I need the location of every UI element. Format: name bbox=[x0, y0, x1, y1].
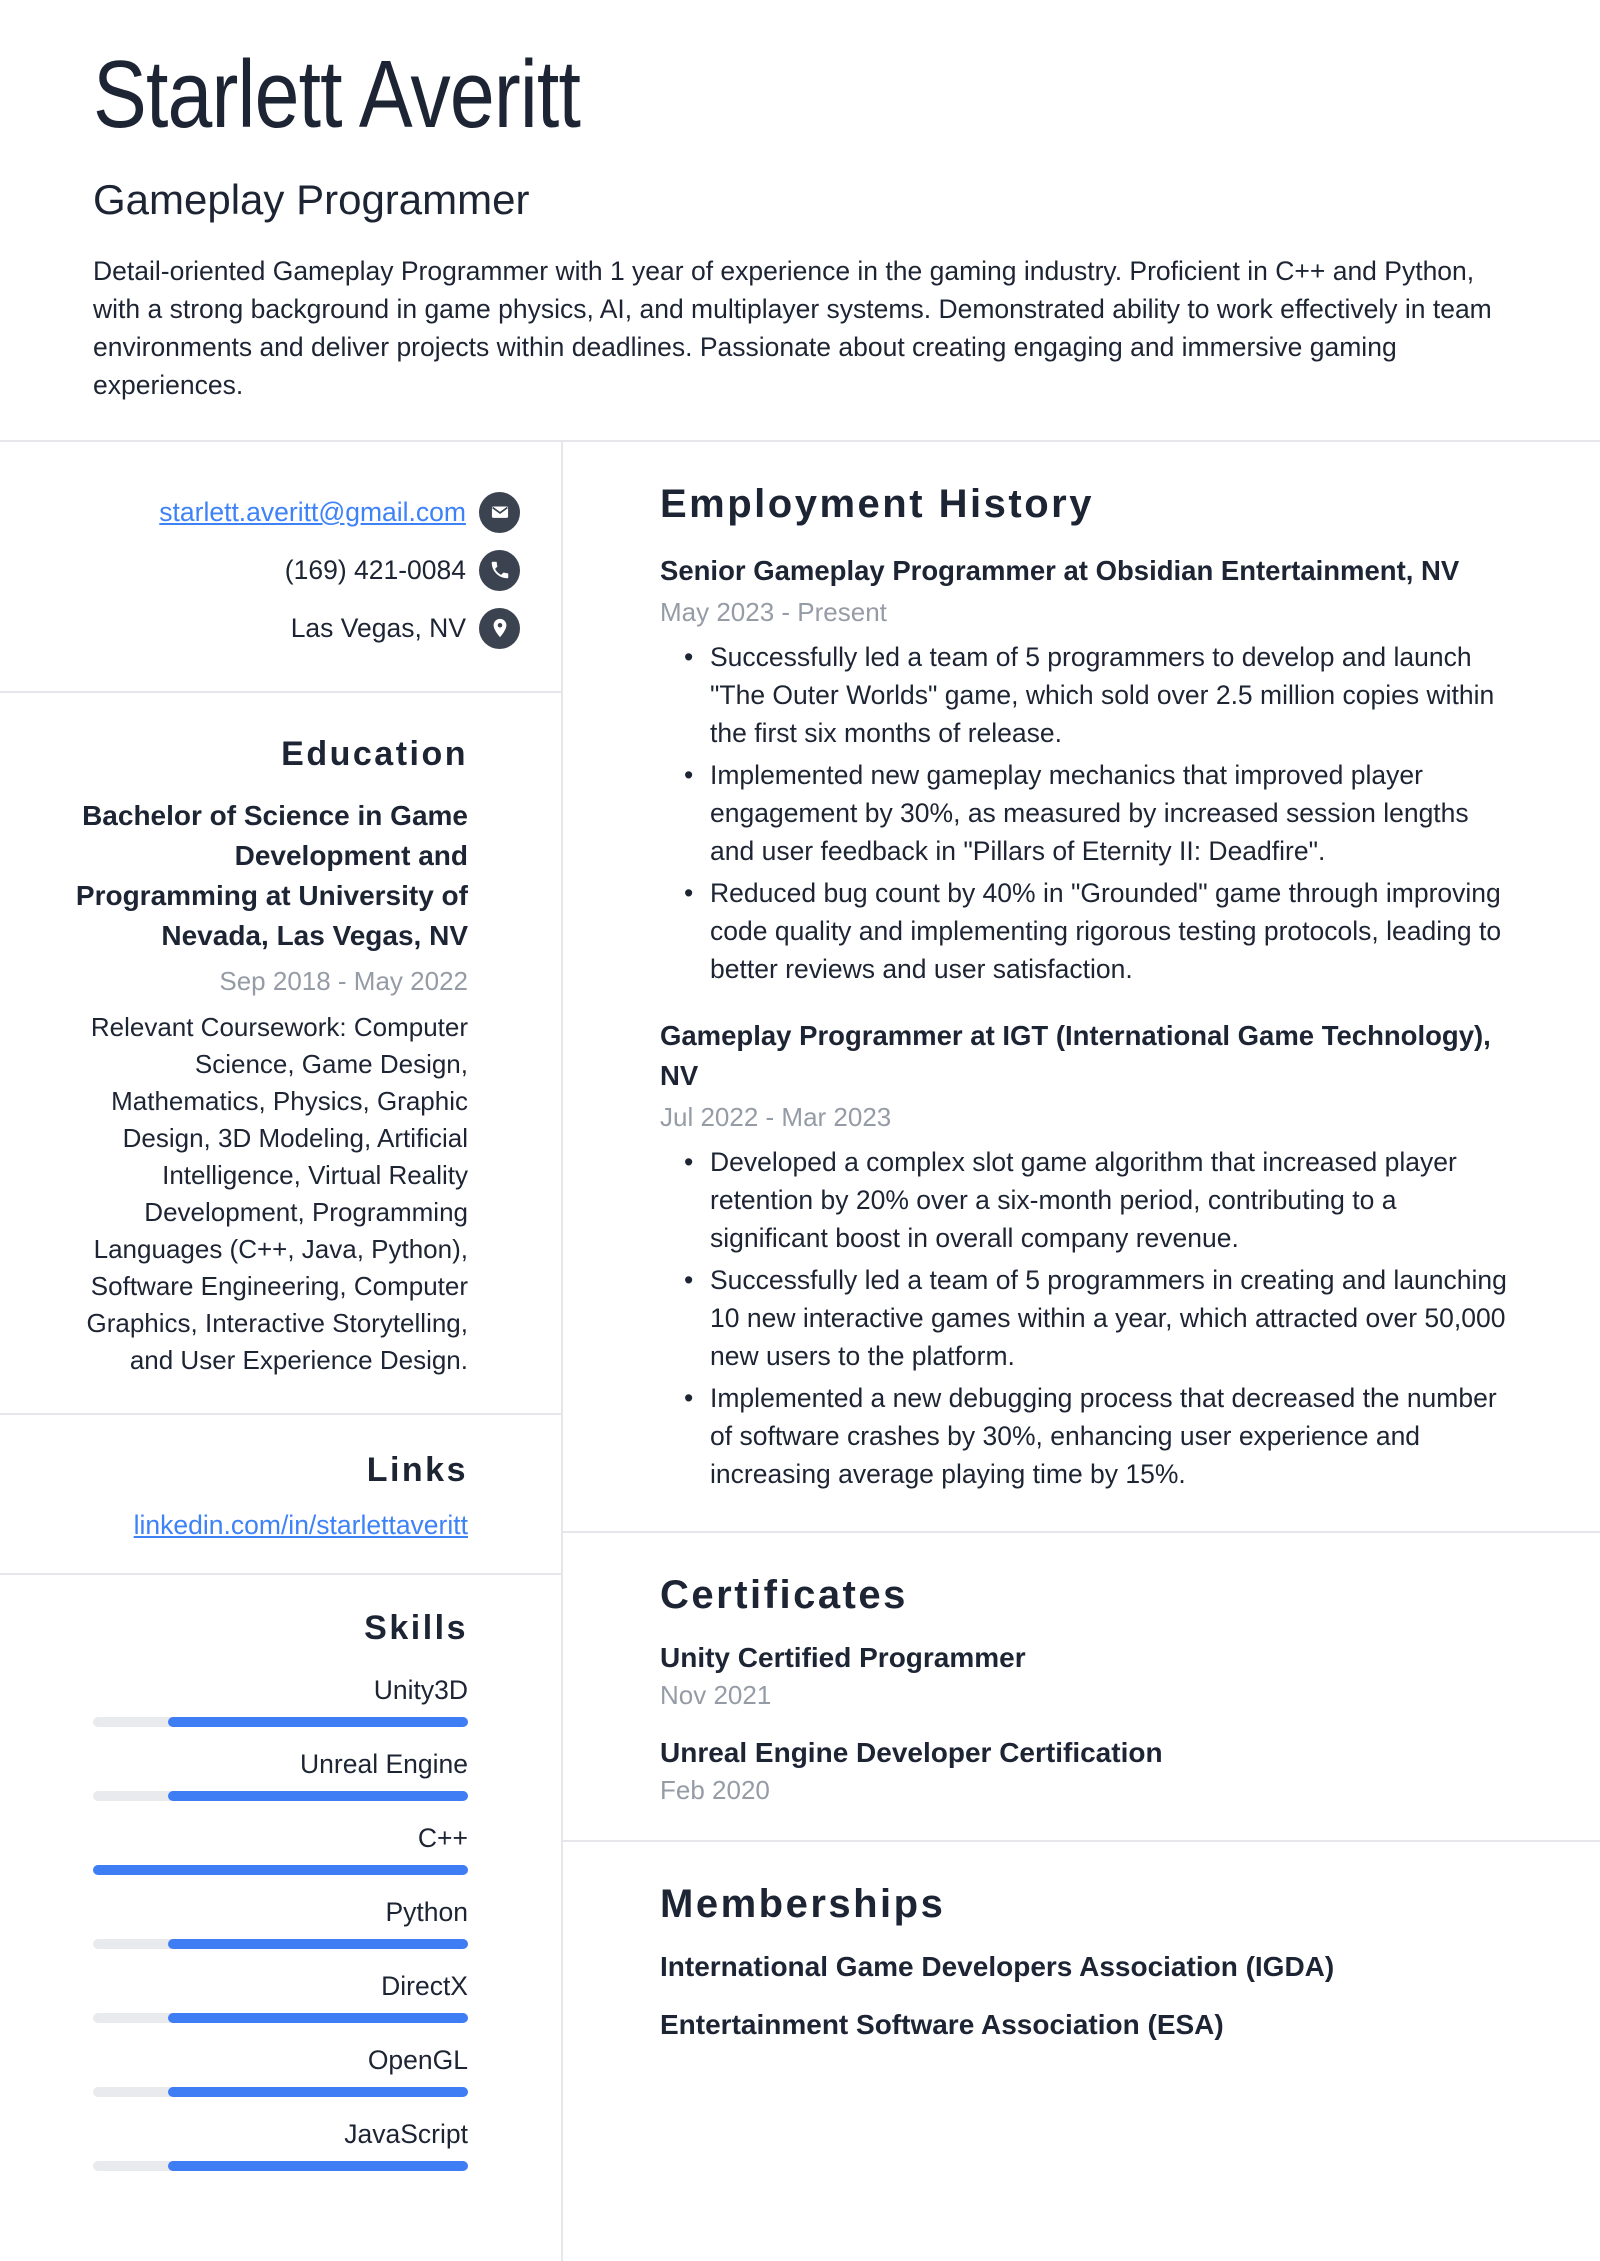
skill-label: Unity3D bbox=[373, 1674, 468, 1705]
certificate-item bbox=[660, 1737, 1512, 1806]
contact-location-row bbox=[20, 608, 520, 649]
job-bullet-list bbox=[660, 638, 1512, 988]
person-job-title: Gameplay Programmer bbox=[93, 175, 530, 223]
map-pin-icon bbox=[479, 608, 520, 649]
skill-bar bbox=[93, 1939, 468, 1949]
certificate-date: Nov 2021 bbox=[660, 1679, 772, 1710]
job-entry-obsidian bbox=[660, 551, 1512, 988]
skills-heading: Skills bbox=[364, 1608, 468, 1647]
skill-bar bbox=[93, 2161, 468, 2171]
bullet-item: • Reduced bug count by 40% in "Grounded" game through improving code quality and implementing rigorous testing protocols, leading to better reviews and user satisfaction. bbox=[660, 874, 1512, 988]
bullet-item: • Implemented a new debugging process that decreased the number of software crashes by 30%, enhancing user experience and increasing average playing time by 15%. bbox=[660, 1379, 1512, 1493]
education-section bbox=[0, 693, 561, 1415]
certificate-date: Feb 2020 bbox=[660, 1774, 770, 1805]
skill-bar bbox=[93, 1865, 468, 1875]
skill-label: Python bbox=[385, 1896, 468, 1927]
linkedin-link[interactable]: linkedin.com/in/starlettaveritt bbox=[133, 1509, 468, 1540]
skill-item-opengl bbox=[93, 2045, 468, 2097]
skill-item-javascript bbox=[93, 2119, 468, 2171]
email-link[interactable]: starlett.averitt@gmail.com bbox=[159, 496, 466, 527]
skill-bar bbox=[93, 1717, 468, 1727]
membership-item: Entertainment Software Association (ESA) bbox=[660, 2008, 1224, 2040]
certificate-item bbox=[660, 1642, 1512, 1711]
contact-phone-row bbox=[20, 550, 520, 591]
job-bullet-list bbox=[660, 1143, 1512, 1493]
links-heading: Links bbox=[366, 1450, 468, 1489]
envelope-icon bbox=[479, 492, 520, 533]
content-columns bbox=[0, 442, 1600, 2261]
skill-label: OpenGL bbox=[367, 2044, 468, 2075]
skill-bar bbox=[93, 2087, 468, 2097]
contact-section bbox=[0, 442, 561, 693]
location-text: Las Vegas, NV bbox=[290, 612, 466, 643]
employment-heading: Employment History bbox=[660, 481, 1094, 526]
certificate-title: Unreal Engine Developer Certification bbox=[660, 1736, 1163, 1768]
bullet-item: • Developed a complex slot game algorithm that increased player retention by 20% over a six-month period, contributing to a significant boost in overall company revenue. bbox=[660, 1143, 1512, 1257]
phone-number: (169) 421-0084 bbox=[284, 554, 466, 585]
skill-label: JavaScript bbox=[344, 2118, 468, 2149]
profile-summary: Detail-oriented Gameplay Programmer with 1 year of experience in the gaming industry. Proficient in C++ and Python, with a strong background in game physics, AI, and multiplayer systems. Demonstrated ability to work effectively in team environments and deliver projects within deadlines. Passionate about creating engaging and immersive gaming experiences. bbox=[93, 255, 1492, 400]
skill-item-python bbox=[93, 1897, 468, 1949]
person-name: Starlett Averitt bbox=[93, 41, 581, 148]
skill-label: C++ bbox=[417, 1822, 468, 1853]
skill-bar bbox=[93, 2013, 468, 2023]
job-title: Senior Gameplay Programmer at Obsidian Entertainment, NV bbox=[660, 554, 1460, 586]
skill-item-unreal-engine bbox=[93, 1749, 468, 1801]
sidebar bbox=[0, 442, 563, 2261]
links-section bbox=[0, 1415, 561, 1575]
skill-item-cpp bbox=[93, 1823, 468, 1875]
skill-label: DirectX bbox=[381, 1970, 468, 2001]
education-coursework: Relevant Coursework: Computer Science, Game Design, Mathematics, Physics, Graphic Design, 3D Modeling, Artificial Intelligence, Virtual Reality Development, Programming Languages (C++, Java, Python), Software Engineering, Computer Graphics, Interactive Storytelling, and User Experience Design. bbox=[86, 1011, 468, 1375]
bullet-item: • Implemented new gameplay mechanics that improved player engagement by 30%, as measured by increased session lengths and user feedback in "Pillars of Eternity II: Deadfire". bbox=[660, 756, 1512, 870]
job-title: Gameplay Programmer at IGT (International Game Technology), NV bbox=[660, 1019, 1491, 1091]
main-column bbox=[563, 442, 1600, 2261]
skills-section bbox=[0, 1575, 561, 2193]
job-dates: May 2023 - Present bbox=[660, 596, 887, 627]
bullet-item: • Successfully led a team of 5 programmers to develop and launch "The Outer Worlds" game, which sold over 2.5 million copies within the first six months of release. bbox=[660, 638, 1512, 752]
memberships-heading: Memberships bbox=[660, 1881, 946, 1926]
certificates-section bbox=[563, 1533, 1600, 1842]
skill-bar bbox=[93, 1791, 468, 1801]
job-dates: Jul 2022 - Mar 2023 bbox=[660, 1101, 892, 1132]
resume-header bbox=[0, 0, 1600, 442]
memberships-section bbox=[563, 1842, 1600, 2075]
education-dates: Sep 2018 - May 2022 bbox=[219, 965, 468, 996]
skill-label: Unreal Engine bbox=[300, 1748, 468, 1779]
education-heading: Education bbox=[281, 734, 468, 773]
education-degree: Bachelor of Science in Game Development and Programming at University of Nevada, Las Vegas, NV bbox=[75, 799, 468, 951]
membership-item: International Game Developers Association (IGDA) bbox=[660, 1950, 1335, 1982]
employment-section bbox=[563, 442, 1600, 1533]
skill-item-directx bbox=[93, 1971, 468, 2023]
contact-email-row bbox=[20, 492, 520, 533]
bullet-item: • Successfully led a team of 5 programmers in creating and launching 10 new interactive games within a year, which attracted over 50,000 new users to the platform. bbox=[660, 1261, 1512, 1375]
certificate-title: Unity Certified Programmer bbox=[660, 1641, 1026, 1673]
certificates-heading: Certificates bbox=[660, 1572, 908, 1617]
job-entry-igt bbox=[660, 1016, 1512, 1493]
skill-item-unity3d bbox=[93, 1675, 468, 1727]
phone-icon bbox=[479, 550, 520, 591]
